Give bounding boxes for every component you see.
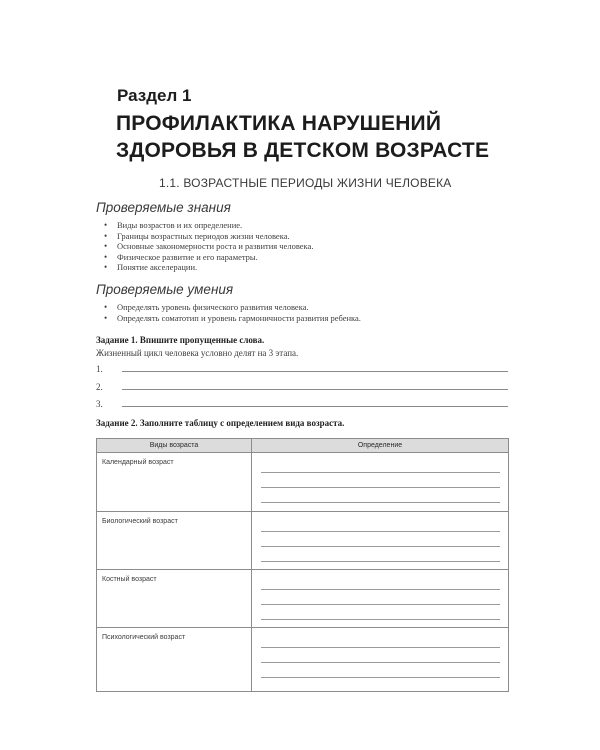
column-header: Виды возраста [97, 439, 252, 453]
answer-rule[interactable] [261, 460, 500, 473]
age-definition-table [96, 438, 509, 692]
skills-heading: Проверяемые умения [96, 282, 234, 297]
task1-text: Жизненный цикл человека условно делят на 3 этапа. [96, 348, 299, 358]
answer-line-2[interactable] [96, 380, 508, 392]
list-item: • Границы возрастных периодов жизни человека. [104, 231, 313, 242]
age-type-label: Биологический возраст [102, 518, 178, 525]
list-item: • Определять уровень физического развития человека. [104, 302, 361, 313]
answer-rule[interactable] [122, 371, 508, 372]
answer-rule[interactable] [261, 519, 500, 532]
subsection-title: 1.1. ВОЗРАСТНЫЕ ПЕРИОДЫ ЖИЗНИ ЧЕЛОВЕКА [159, 176, 452, 190]
age-type-label: Костный возраст [102, 576, 157, 583]
answer-rule[interactable] [122, 406, 508, 407]
list-item: • Основные закономерности роста и развития человека. [104, 241, 313, 252]
answer-number: 2. [96, 382, 103, 392]
task1-heading: Задание 1. Впишите пропущенные слова. [96, 335, 265, 345]
table-row [97, 570, 509, 628]
skills-list [104, 302, 361, 323]
knowledge-list [104, 220, 313, 273]
answer-rule[interactable] [261, 488, 500, 503]
answer-line-1[interactable] [96, 362, 508, 374]
task2-heading: Задание 2. Заполните таблицу с определением вида возраста. [96, 418, 345, 428]
answer-rule[interactable] [261, 532, 500, 547]
list-item: • Понятие акселерации. [104, 262, 313, 273]
definition-cell[interactable] [252, 512, 509, 570]
answer-rule[interactable] [261, 547, 500, 562]
list-item: • Определять соматотип и уровень гармоничности развития ребенка. [104, 313, 361, 324]
list-item: • Физическое развитие и его параметры. [104, 252, 313, 263]
table-row [97, 453, 509, 512]
answer-number: 3. [96, 399, 103, 409]
age-type-label: Календарный возраст [102, 459, 174, 466]
answer-rule[interactable] [261, 635, 500, 648]
table-row [97, 628, 509, 692]
answer-rule[interactable] [261, 577, 500, 590]
chapter-title: ПРОФИЛАКТИКА НАРУШЕНИЙ ЗДОРОВЬЯ В ДЕТСКОМ ВОЗРАСТЕ [116, 112, 490, 162]
definition-cell[interactable] [252, 570, 509, 628]
section-label: Раздел 1 [117, 86, 192, 105]
table-header-row [97, 439, 509, 453]
column-header: Определение [252, 439, 509, 453]
definition-cell[interactable] [252, 628, 509, 692]
answer-rule[interactable] [261, 605, 500, 620]
definition-cell[interactable] [252, 453, 509, 512]
answer-rule[interactable] [261, 473, 500, 488]
list-item: • Виды возрастов и их определение. [104, 220, 313, 231]
answer-rule[interactable] [261, 590, 500, 605]
answer-rule[interactable] [122, 389, 508, 390]
answer-line-3[interactable] [96, 397, 508, 409]
knowledge-heading: Проверяемые знания [96, 200, 231, 215]
age-type-label: Психологический возраст [102, 634, 186, 641]
answer-number: 1. [96, 364, 103, 374]
table-row [97, 512, 509, 570]
answer-rule[interactable] [261, 648, 500, 663]
answer-rule[interactable] [261, 663, 500, 678]
